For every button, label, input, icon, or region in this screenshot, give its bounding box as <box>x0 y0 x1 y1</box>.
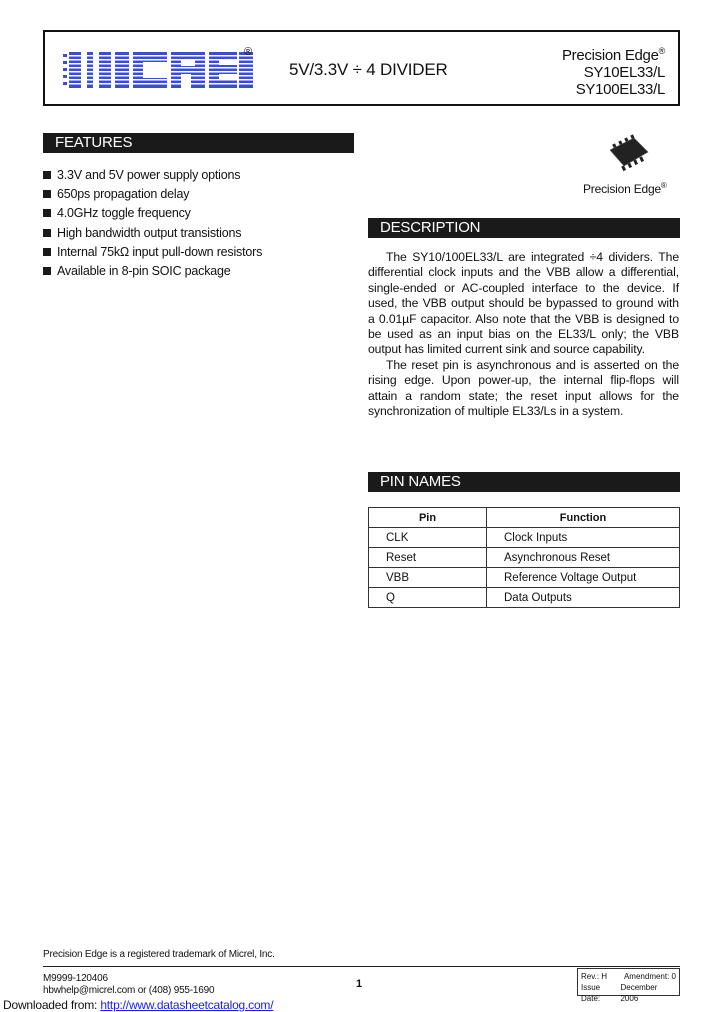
amendment-label: Amendment: 0 <box>623 972 676 981</box>
description-body <box>368 250 679 419</box>
feature-item: Available in 8-pin SOIC package <box>43 262 353 281</box>
features-list <box>43 166 353 281</box>
brand-block <box>562 43 665 98</box>
pin-cell: Q <box>369 588 487 608</box>
pin-cell: CLK <box>369 528 487 548</box>
pin-cell: Reset <box>369 548 487 568</box>
micrel-logo <box>63 46 253 94</box>
description-paragraph: The SY10/100EL33/L are integrated ÷4 dividers. The differential clock inputs and the VBB allow a differential, single-ended or AC-coupled interface to the device. If used, the VBB output should be bypassed to ground with a 0.01µF capacitor. Also note that the VBB is designed to be used as an input bias on the EL33/L only; the VBB output has limited current sink and source capability. <box>368 250 679 357</box>
table-row <box>369 588 680 608</box>
part-number-2: SY100EL33/L <box>575 81 665 98</box>
revision-box <box>577 968 680 1003</box>
package-label-text: Precision Edge <box>583 182 661 196</box>
function-cell: Reference Voltage Output <box>487 568 680 588</box>
document-number: M9999-120406 <box>43 973 108 984</box>
feature-item: 3.3V and 5V power supply options <box>43 166 353 185</box>
issue-date: December 2006 <box>620 983 658 1003</box>
package-registered-mark: ® <box>660 181 667 190</box>
footer-left <box>43 973 214 997</box>
function-cell: Asynchronous Reset <box>487 548 680 568</box>
table-row <box>369 528 680 548</box>
description-paragraph: The reset pin is asynchronous and is asserted on the rising edge. Upon power-up, the internal flip-flops will attain a random state; the reset input allows for the synchronization of multiple EL33/Ls in a system. <box>368 357 679 419</box>
column-header-function: Function <box>487 508 680 528</box>
pin-names-heading: PIN NAMES <box>368 472 680 492</box>
download-link[interactable]: http://www.datasheetcatalog.com/ <box>100 998 274 1012</box>
feature-item: 650ps propagation delay <box>43 185 353 204</box>
feature-item: High bandwidth output transistions <box>43 224 353 243</box>
download-line <box>3 998 273 1012</box>
function-cell: Clock Inputs <box>487 528 680 548</box>
column-header-pin: Pin <box>369 508 487 528</box>
page-number: 1 <box>356 978 363 990</box>
pin-names-table <box>368 507 680 608</box>
footer-divider <box>43 966 680 967</box>
feature-item: Internal 75kΩ input pull-down resistors <box>43 243 353 262</box>
contact-info: hbwhelp@micrel.com or (408) 955-1690 <box>43 985 215 996</box>
download-prefix: Downloaded from: <box>3 998 98 1012</box>
issue-date-label: Issue Date: <box>581 983 601 1003</box>
soic-package-image <box>604 134 652 174</box>
brand-line: Precision Edge <box>561 47 659 64</box>
description-heading: DESCRIPTION <box>368 218 680 238</box>
part-number-1: SY10EL33/L <box>583 64 665 81</box>
page-title: 5V/3.3V ÷ 4 DIVIDER <box>289 60 448 79</box>
table-row <box>369 548 680 568</box>
features-heading: FEATURES <box>43 133 354 153</box>
logo-registered-mark: ® <box>244 46 253 58</box>
table-header-row <box>369 508 680 528</box>
trademark-notice: Precision Edge is a registered trademark of Micrel, Inc. <box>43 949 275 960</box>
function-cell: Data Outputs <box>487 588 680 608</box>
table-row <box>369 568 680 588</box>
package-label <box>583 181 667 196</box>
feature-item: 4.0GHz toggle frequency <box>43 204 353 223</box>
pin-cell: VBB <box>369 568 487 588</box>
brand-registered-mark: ® <box>658 46 665 56</box>
revision-label: Rev.: H <box>581 972 608 981</box>
